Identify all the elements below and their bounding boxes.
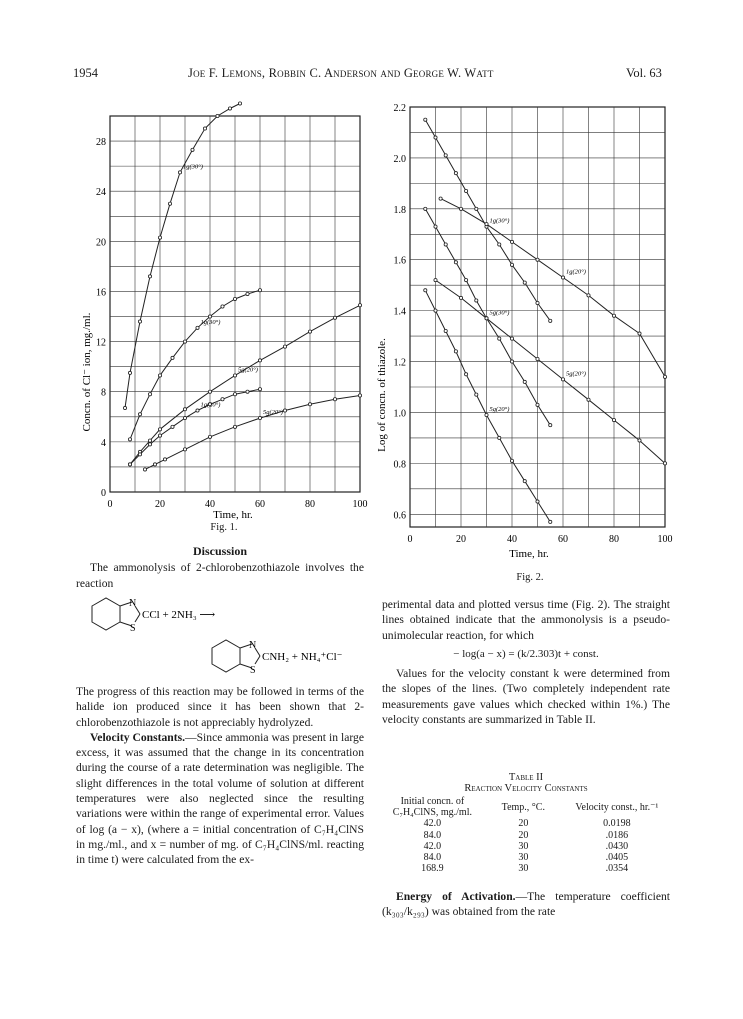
fig1-data-point: [228, 107, 231, 110]
fig2-data-point: [510, 263, 513, 266]
svg-text:N: N: [249, 640, 257, 651]
fig2-y-tick-label: 0.6: [393, 510, 406, 522]
fig1-data-point: [148, 439, 151, 442]
fig1-data-point: [216, 114, 219, 117]
fig2-data-point: [510, 459, 513, 462]
fig1-series-label: 1g(30°): [183, 163, 203, 171]
fig2-data-point: [475, 299, 478, 302]
fig2-series-label: 5g(20°): [489, 406, 510, 413]
fig1-data-point: [183, 416, 186, 419]
fig1-data-point: [168, 202, 171, 205]
fig2-data-point: [523, 480, 526, 483]
para-plotted: perimental data and plotted versus time (Fig. 2). The straight lines obtained indicate that the ammonolysis is a pseudo-unimolecular reaction, for which: [382, 598, 670, 642]
fig2-data-point: [444, 329, 447, 332]
fig1-series-label: 1g(30°): [200, 318, 221, 326]
fig2-data-point: [612, 314, 615, 317]
fig2-data-point: [549, 319, 552, 322]
para-progress: The progress of this reaction may be followed in terms of the halide ion produced since it has been shown that 2-chlorobenzothiazole is not appreciably hydrolyzed.: [76, 685, 364, 729]
fig1-data-point: [208, 315, 211, 318]
svg-text:N: N: [129, 598, 137, 609]
fig2-data-point: [536, 500, 539, 503]
fig2-y-tick-label: 2.0: [393, 153, 406, 165]
fig1-data-point: [183, 340, 186, 343]
table-header-velocity: Velocity const., hr.⁻¹: [575, 801, 659, 813]
running-head-authors: Joe F. Lemons, Robbin C. Anderson and George W. Watt: [188, 66, 494, 80]
fig1-x-tick-label: 0: [107, 499, 113, 510]
fig2-data-point: [510, 240, 513, 243]
fig1-data-point: [333, 398, 336, 401]
fig2-data-point: [454, 350, 457, 353]
fig1-data-point: [233, 393, 236, 396]
fig1-data-point: [143, 468, 146, 471]
fig2-data-point: [444, 243, 447, 246]
fig1-data-point: [258, 289, 261, 292]
fig1-caption: Fig. 1.: [210, 522, 238, 533]
table-row: [382, 830, 670, 841]
fig2-data-point: [587, 294, 590, 297]
fig2-data-point: [485, 413, 488, 416]
intro-paragraph: The ammonolysis of 2-chlorobenzothiazole involves the reaction: [76, 561, 364, 590]
table-cell: 42.0: [423, 818, 442, 830]
table-ii: [382, 772, 670, 874]
fig1-series-line: [130, 389, 260, 464]
para-velocity: —Since ammonia was present in large excess, it was assumed that the change in its concentration during the course of a rate determination was negligible. The slight differences in the total volume of solution at different temperatures were also neglected since the resulting variations were within the range of experimental error. Values of log (a − x), (where a = initial concentration of C₇H₄ClNS in mg./ml., and x = number of mg. of C₇H₄ClNS/ml. reacting in time t) were calculated from the ex-: [76, 730, 364, 867]
fig2-data-point: [638, 439, 641, 442]
fig2-data-point: [485, 317, 488, 320]
fig2-data-point: [465, 278, 468, 281]
fig1-data-point: [233, 425, 236, 428]
fig1-x-tick-label: 40: [205, 499, 215, 510]
fig1-data-point: [246, 292, 249, 295]
table-cell: .0186: [605, 829, 629, 841]
fig1-data-point: [308, 403, 311, 406]
eq1-text: CCl + 2NH₃ ⟶: [142, 609, 216, 621]
fig1-data-point: [283, 409, 286, 412]
table-label: Table II: [508, 772, 544, 783]
left-column: [76, 544, 364, 591]
fig2-series-line: [436, 280, 666, 463]
fig1-data-point: [148, 275, 151, 278]
fig2-data-point: [536, 357, 539, 360]
fig2-x-tick-label: 80: [609, 534, 619, 545]
fig2-data-point: [498, 337, 501, 340]
discussion-heading: Discussion: [192, 544, 248, 558]
fig1-data-point: [246, 390, 249, 393]
volume-number: Vol. 63: [626, 66, 662, 80]
para-values: Values for the velocity constant k were determined from the slopes of the lines. (Two completely independent rate measurements gave values which checked within 1%.) The velocity constants are summarized in Table II.: [382, 667, 670, 727]
fig2-data-point: [424, 289, 427, 292]
fig1-series: [123, 102, 361, 471]
table-cell: 0.0198: [603, 818, 631, 830]
fig1-series-line: [145, 396, 360, 470]
fig1-data-point: [123, 406, 126, 409]
fig1-y-tick-label: 20: [96, 237, 106, 249]
fig1-data-point: [163, 458, 166, 461]
table-cell: 20: [518, 818, 529, 830]
fig1-series-line: [130, 305, 360, 464]
fig2-data-point: [663, 375, 666, 378]
fig2-data-point: [498, 243, 501, 246]
fig1-grid: [110, 116, 360, 492]
fig1-data-point: [128, 438, 131, 441]
fig1-y-tick-label: 8: [101, 387, 106, 399]
fig1-data-point: [138, 320, 141, 323]
table-cell: 30: [518, 852, 529, 864]
fig2-data-point: [434, 278, 437, 281]
para-energy: —The temperature coefficient (k₃₀₃/k₂₉₃) was obtained from the rate: [382, 890, 670, 919]
svg-text:S: S: [250, 665, 256, 676]
fig2-data-point: [536, 301, 539, 304]
fig1-x-tick-label: 100: [352, 499, 368, 510]
fig1-xlabel: Time, hr.: [213, 509, 253, 521]
fig2-data-point: [434, 225, 437, 228]
fig1-data-point: [171, 356, 174, 359]
fig1-data-point: [153, 463, 156, 466]
fig2-data-point: [459, 296, 462, 299]
right-column-bottom: [382, 889, 670, 920]
fig2-data-point: [485, 222, 488, 225]
fig2-y-tick-label: 0.8: [393, 459, 406, 471]
fig2-series-label: 5g(30°): [489, 309, 510, 317]
fig2-data-point: [523, 380, 526, 383]
table-row: [382, 841, 670, 852]
fig1-data-point: [196, 409, 199, 412]
reaction-scheme: [80, 596, 370, 681]
fig1-data-point: [158, 428, 161, 431]
fig2-series-label: 1g(20°): [566, 268, 586, 276]
eq2-text: CNH₂ + NH₄⁺Cl⁻: [262, 651, 343, 663]
fig1-data-point: [148, 393, 151, 396]
energy-heading: Energy of Activation.: [396, 890, 516, 903]
fig1-series-label: 1g(20°): [200, 401, 221, 409]
fig1-y-tick-label: 4: [101, 437, 106, 449]
fig1-data-point: [238, 102, 241, 105]
fig1-data-point: [158, 236, 161, 239]
fig2-data-point: [439, 197, 442, 200]
fig2-data-point: [549, 520, 552, 523]
table-header-temp: Temp., °C.: [501, 801, 545, 813]
fig2-data-point: [638, 332, 641, 335]
fig1-data-point: [233, 374, 236, 377]
fig2-series-label: 1g(30°): [489, 217, 510, 225]
fig1-series-label: 5g(20°): [263, 409, 283, 417]
fig2-xlabel: Time, hr.: [509, 548, 549, 560]
fig1-tick-labels: [96, 137, 368, 510]
fig2-data-point: [561, 378, 564, 381]
fig1-data-point: [203, 127, 206, 130]
fig2-data-point: [536, 258, 539, 261]
fig2-y-tick-label: 1.2: [393, 357, 406, 369]
table-cell: .0430: [605, 840, 629, 852]
fig1-data-point: [178, 171, 181, 174]
fig1-data-point: [358, 394, 361, 397]
fig2-x-tick-label: 0: [407, 534, 413, 545]
rate-equation: − log(a − x) = (k/2.303)t + const.: [453, 647, 599, 660]
fig2-series-line: [425, 120, 550, 321]
fig2-series-line: [441, 199, 665, 377]
fig2-y-tick-label: 1.6: [393, 255, 406, 267]
table-cell: 42.0: [423, 840, 442, 852]
figure-2: [375, 95, 685, 560]
fig2-data-point: [561, 276, 564, 279]
fig1-y-tick-label: 12: [96, 337, 106, 349]
fig2-data-point: [536, 403, 539, 406]
table-cell: .0405: [605, 852, 629, 864]
fig1-series-label: 5g(20°): [238, 366, 258, 374]
table-cell: .0354: [605, 863, 629, 875]
fig1-data-point: [208, 435, 211, 438]
fig1-x-tick-label: 80: [305, 499, 315, 510]
fig2-data-point: [465, 189, 468, 192]
table-row: [382, 863, 670, 874]
fig1-x-tick-label: 60: [255, 499, 265, 510]
right-column: [382, 597, 670, 727]
table-header-concn: Initial concn. of C₇H₄ClNS, mg./ml.: [392, 796, 472, 819]
fig2-x-tick-label: 100: [657, 534, 673, 545]
table-cell: 84.0: [423, 829, 442, 841]
fig2-data-point: [424, 207, 427, 210]
table-title: Reaction Velocity Constants: [464, 783, 588, 794]
fig2-data-point: [663, 462, 666, 465]
fig2-series: [424, 118, 667, 523]
fig1-data-point: [258, 388, 261, 391]
fig2-data-point: [444, 154, 447, 157]
fig2-data-point: [459, 207, 462, 210]
fig1-data-point: [333, 316, 336, 319]
fig2-data-point: [465, 373, 468, 376]
fig2-data-point: [510, 360, 513, 363]
fig1-y-tick-label: 24: [96, 187, 106, 199]
fig1-x-tick-label: 20: [155, 499, 165, 510]
fig2-y-tick-label: 1.8: [393, 204, 406, 216]
fig2-data-point: [424, 118, 427, 121]
svg-text:S: S: [130, 623, 136, 634]
fig2-data-point: [434, 136, 437, 139]
fig1-data-point: [148, 443, 151, 446]
table-cell: 30: [518, 863, 529, 875]
fig1-data-point: [171, 425, 174, 428]
fig2-data-point: [498, 436, 501, 439]
fig1-data-point: [283, 345, 286, 348]
table-row: [382, 818, 670, 829]
fig2-data-point: [510, 337, 513, 340]
fig1-data-point: [128, 463, 131, 466]
fig1-data-point: [258, 359, 261, 362]
fig1-data-point: [221, 305, 224, 308]
fig1-y-tick-label: 16: [96, 287, 106, 299]
fig2-x-tick-label: 20: [456, 534, 466, 545]
fig1-data-point: [196, 326, 199, 329]
table-cell: 84.0: [423, 852, 442, 864]
figure-1: [72, 100, 377, 530]
fig1-data-point: [183, 448, 186, 451]
fig1-data-point: [138, 453, 141, 456]
fig2-data-point: [454, 261, 457, 264]
fig1-data-point: [158, 434, 161, 437]
fig2-data-point: [475, 393, 478, 396]
fig1-data-point: [358, 304, 361, 307]
fig1-data-point: [233, 297, 236, 300]
fig2-x-tick-label: 40: [507, 534, 517, 545]
left-column-body: [76, 684, 364, 868]
fig2-data-point: [587, 398, 590, 401]
fig1-data-point: [128, 371, 131, 374]
table-cell: 168.9: [421, 863, 444, 875]
fig1-data-point: [258, 416, 261, 419]
velocity-heading: Velocity Constants.: [90, 730, 186, 744]
fig2-y-tick-label: 2.2: [393, 103, 406, 114]
fig2-data-point: [454, 172, 457, 175]
fig1-series-line: [125, 104, 240, 409]
fig2-data-point: [523, 281, 526, 284]
page-number: 1954: [73, 66, 98, 80]
fig1-data-point: [208, 390, 211, 393]
table-row: [382, 852, 670, 863]
fig2-y-tick-label: 1.0: [393, 408, 406, 420]
fig2-series-line: [425, 290, 550, 522]
fig2-data-point: [434, 309, 437, 312]
fig1-data-point: [308, 330, 311, 333]
fig1-ylabel: Concn. of Cl⁻ ion, mg./ml.: [81, 312, 93, 432]
table-ii-grid: [382, 796, 670, 874]
fig2-caption: Fig. 2.: [516, 572, 544, 583]
fig1-data-point: [138, 413, 141, 416]
table-cell: 20: [518, 829, 529, 841]
fig2-grid: [410, 107, 665, 527]
fig2-series-label: 5g(20°): [566, 370, 586, 378]
fig2-ylabel: Log of concn. of thiazole.: [376, 338, 388, 452]
fig2-data-point: [612, 418, 615, 421]
table-cell: 30: [518, 840, 529, 852]
fig1-data-point: [158, 374, 161, 377]
fig1-y-tick-label: 0: [101, 488, 106, 499]
fig2-data-point: [549, 424, 552, 427]
fig2-x-tick-label: 60: [558, 534, 568, 545]
fig2-y-tick-label: 1.4: [393, 306, 406, 318]
fig1-y-tick-label: 28: [96, 137, 106, 149]
fig1-data-point: [183, 408, 186, 411]
fig2-data-point: [475, 207, 478, 210]
fig1-data-point: [191, 148, 194, 151]
fig1-data-point: [221, 398, 224, 401]
